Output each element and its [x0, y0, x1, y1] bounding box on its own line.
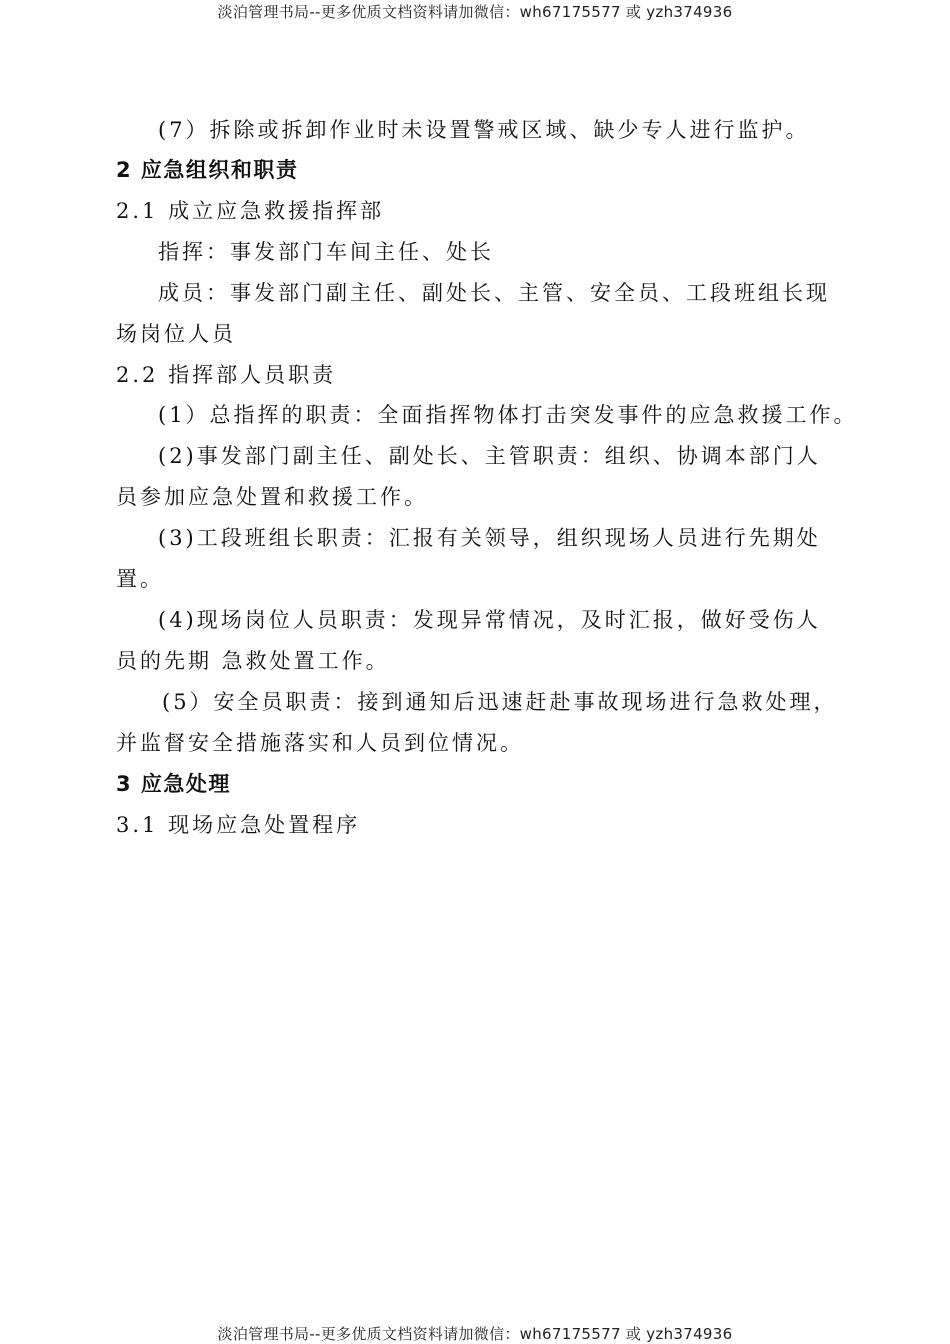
members-text-line2: 场岗位人员	[116, 322, 236, 346]
commander-text: 指挥：事发部门车间主任、处长	[158, 240, 494, 264]
item-7-text: (7）拆除或拆卸作业时未设置警戒区域、缺少专人进行监护。	[158, 118, 810, 142]
duty-1-text: (1）总指挥的职责：全面指挥物体打击突发事件的应急救援工作。	[158, 403, 858, 427]
section-3-heading: 3 应急处理	[116, 772, 231, 796]
duty-5-text-line1: (5）安全员职责：接到通知后迅速赶赴事故现场进行急救处理，	[162, 690, 838, 714]
section-3-1-heading: 3.1 现场应急处置程序	[116, 813, 361, 837]
section-2-2-heading: 2.2 指挥部人员职责	[116, 363, 337, 387]
duty-4-text-line2: 员的先期 急救处置工作。	[116, 649, 390, 673]
duty-4-text-line1: (4)现场岗位人员职责：发现异常情况，及时汇报，做好受伤人	[158, 608, 821, 632]
duty-3-text-line2: 置。	[116, 567, 164, 591]
section-2-1-heading: 2.1 成立应急救援指挥部	[116, 199, 385, 223]
footer-watermark: 淡泊管理书局--更多优质文档资料请加微信：wh67175577 或 yzh374936	[217, 1325, 733, 1343]
duty-3-text-line1: (3)工段班组长职责：汇报有关领导，组织现场人员进行先期处	[158, 526, 821, 550]
members-text-line1: 成员：事发部门副主任、副处长、主管、安全员、工段班组长现	[158, 281, 830, 305]
section-2-heading: 2 应急组织和职责	[116, 158, 299, 182]
duty-2-text-line1: (2)事发部门副主任、副处长、主管职责：组织、协调本部门人	[158, 444, 821, 468]
header-watermark: 淡泊管理书局--更多优质文档资料请加微信：wh67175577 或 yzh374936	[217, 3, 733, 21]
duty-5-text-line2: 并监督安全措施落实和人员到位情况。	[116, 731, 524, 755]
duty-2-text-line2: 员参加应急处置和救援工作。	[116, 485, 428, 509]
